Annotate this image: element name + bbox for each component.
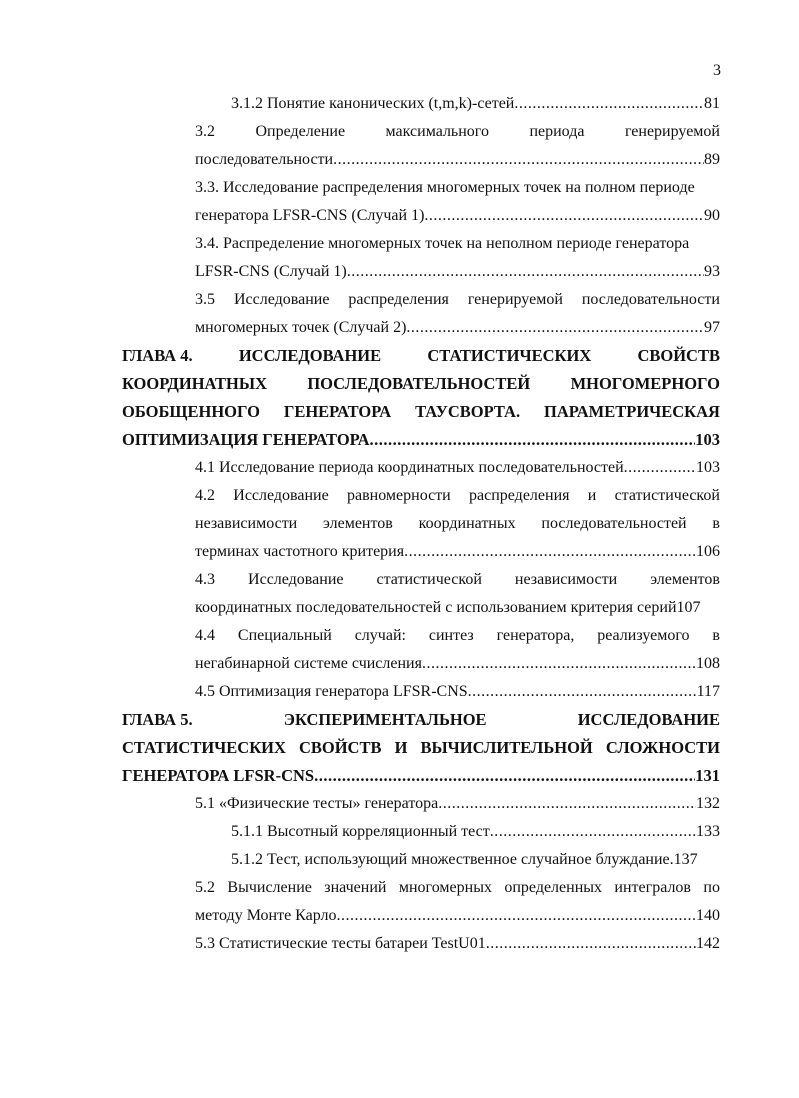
toc-entry-title: негабинарной системе счисления xyxy=(195,655,422,672)
toc-entry-page: 106 xyxy=(696,543,720,560)
toc-entry-page: 93 xyxy=(704,263,720,280)
toc-entry-5-1-1[interactable] xyxy=(231,820,720,844)
toc-entry-page: 108 xyxy=(696,655,720,672)
toc-entry-5-1[interactable] xyxy=(195,792,720,816)
dot-leader xyxy=(514,92,704,116)
word: распределения xyxy=(348,291,449,308)
word: в xyxy=(712,515,720,532)
word: в xyxy=(712,627,720,644)
word: 4.3 xyxy=(195,571,215,588)
word: ОБОБЩЕННОГО xyxy=(122,402,260,421)
toc-entry-3-4-line1[interactable]: 3.4. Распределение многомерных точек на неполном периоде генератора xyxy=(195,235,690,252)
word: 5.2 xyxy=(195,879,215,896)
chapter-4-heading-line2[interactable] xyxy=(122,372,720,396)
toc-entry-page: 90 xyxy=(704,207,720,224)
toc-entry-page: 142 xyxy=(696,935,720,952)
toc-entry-page: 133 xyxy=(696,823,720,840)
word: максимального xyxy=(385,123,489,140)
toc-entry-4-3-line2[interactable] xyxy=(195,596,720,620)
word: И xyxy=(394,738,408,757)
chapter-5-heading-line2[interactable] xyxy=(122,736,720,760)
dot-leader xyxy=(486,932,696,956)
chapter-4-heading-line3[interactable] xyxy=(122,400,720,424)
dot-leader xyxy=(333,148,704,172)
dot-leader xyxy=(424,204,704,228)
dot-leader xyxy=(404,540,696,564)
toc-entry-3-5-line1[interactable] xyxy=(195,288,720,312)
toc-entry-title: методу Монте Карло xyxy=(195,907,337,924)
word: независимости xyxy=(514,571,618,588)
toc-entry-page: 131 xyxy=(695,766,720,785)
toc-entry-title: координатных последовательностей с использованием критерия серий xyxy=(195,599,677,616)
toc-entry-page: 140 xyxy=(696,907,720,924)
word: генерируемой xyxy=(624,123,720,140)
word: и xyxy=(587,487,597,504)
toc-entry-5-3[interactable] xyxy=(195,932,720,956)
toc-entry-title: 5.1.1 Высотный корреляционный тест xyxy=(231,823,490,840)
word: СВОЙСТВ xyxy=(637,346,720,365)
word: Исследование xyxy=(248,571,344,588)
word: Специальный xyxy=(237,627,332,644)
page-number: 3 xyxy=(713,62,721,79)
word: 4.2 xyxy=(195,487,215,504)
toc-entry-title: LFSR-CNS (Случай 1) xyxy=(195,263,347,280)
word: КООРДИНАТНЫХ xyxy=(122,374,267,393)
toc-entry-title: терминах частотного критерия xyxy=(195,543,405,560)
word: значений xyxy=(324,879,387,896)
toc-entry-5-2-line2[interactable] xyxy=(195,904,720,928)
toc-entry-3-3-line1[interactable]: 3.3. Исследование распределения многомерных точек на полном периоде xyxy=(195,179,695,196)
toc-entry-5-1-2[interactable] xyxy=(231,848,720,872)
toc-entry-4-3-line1[interactable] xyxy=(195,568,720,592)
toc-entry-title: 4.5 Оптимизация генератора LFSR-CNS xyxy=(195,683,468,700)
word: независимости xyxy=(195,515,298,532)
toc-entry-4-5[interactable] xyxy=(195,680,720,704)
toc-entry-page: 103 xyxy=(696,459,720,476)
word: ПОСЛЕДОВАТЕЛЬНОСТЕЙ xyxy=(307,374,531,393)
word: распределения xyxy=(469,487,570,504)
toc-entry-title: ОПТИМИЗАЦИЯ ГЕНЕРАТОРА xyxy=(122,430,370,449)
word: статистической xyxy=(614,487,720,504)
word: случай: xyxy=(354,627,406,644)
word: ГЛАВА 5. xyxy=(122,710,193,729)
toc-entry-4-2-line1[interactable] xyxy=(195,484,720,508)
toc-entry-page: 103 xyxy=(695,430,720,449)
word: генератора, xyxy=(496,627,575,644)
toc-entry-title: ГЕНЕРАТОРА LFSR-CNS xyxy=(122,766,315,785)
word: МНОГОМЕРНОГО xyxy=(570,374,720,393)
word: последовательностей xyxy=(541,515,687,532)
toc-entry-3-5-line2[interactable] xyxy=(195,316,720,340)
dot-leader xyxy=(347,260,704,284)
dot-leader xyxy=(370,428,696,452)
toc-entry-3-2-line1[interactable] xyxy=(195,120,720,144)
toc-entry-4-2-line2[interactable] xyxy=(195,512,720,536)
word: ПАРАМЕТРИЧЕСКАЯ xyxy=(544,402,720,421)
dot-leader xyxy=(337,904,696,928)
word: Вычисление xyxy=(227,879,312,896)
toc-entry-3-4-line2[interactable] xyxy=(195,260,720,284)
word: элементов xyxy=(650,571,720,588)
dot-leader xyxy=(468,680,697,704)
toc-entry-page: 107 xyxy=(676,599,701,616)
chapter-4-heading-line4[interactable] xyxy=(122,428,720,452)
chapter-5-heading-line1[interactable] xyxy=(122,708,720,732)
word: ТАУСВОРТА. xyxy=(415,402,521,421)
toc-entry-5-2-line1[interactable] xyxy=(195,876,720,900)
word: Исследование xyxy=(233,487,329,504)
toc-entry-page: 89 xyxy=(704,151,720,168)
word: ГЛАВА 4. xyxy=(122,346,193,365)
word: определенных xyxy=(504,879,603,896)
word: СТАТИСТИЧЕСКИХ xyxy=(122,738,286,757)
toc-entry-page: 81 xyxy=(704,95,720,112)
word: СЛОЖНОСТИ xyxy=(605,738,720,757)
word: ГЕНЕРАТОРА xyxy=(283,402,392,421)
word: 3.2 xyxy=(195,123,215,140)
chapter-4-heading-line1[interactable] xyxy=(122,344,720,368)
word: ИССЛЕДОВАНИЕ xyxy=(577,710,720,729)
toc-entry-page: 97 xyxy=(704,319,720,336)
toc-entry-title: 3.1.2 Понятие канонических (t,m,k)-сетей xyxy=(231,95,515,112)
word: равномерности xyxy=(346,487,451,504)
word: 3.5 xyxy=(195,291,215,308)
toc-entry-4-2-line3[interactable] xyxy=(195,540,720,564)
word: СВОЙСТВ xyxy=(298,738,382,757)
toc-entry-4-1[interactable] xyxy=(195,456,720,480)
word: 4.4 xyxy=(195,627,215,644)
toc-entry-3-3-line2[interactable] xyxy=(195,204,720,228)
toc-entry-3-1-2[interactable] xyxy=(231,92,720,116)
chapter-5-heading-line3[interactable] xyxy=(122,764,720,788)
toc-entry-page: 137 xyxy=(673,851,698,868)
word: ИССЛЕДОВАНИЕ xyxy=(238,346,382,365)
word: многомерных xyxy=(398,879,492,896)
toc-entry-title: 5.1 «Физические тесты» генератора xyxy=(195,795,439,812)
word: реализуемого xyxy=(597,627,690,644)
word: элементов xyxy=(323,515,393,532)
toc-entry-page: 117 xyxy=(696,683,720,700)
toc-entry-3-2-line2[interactable] xyxy=(195,148,720,172)
word: Определение xyxy=(255,123,346,140)
toc-entry-title: 5.3 Статистические тесты батареи TestU01 xyxy=(195,935,486,952)
word: последовательности xyxy=(581,291,720,308)
dot-leader xyxy=(406,316,704,340)
word: ВЫЧИСЛИТЕЛЬНОЙ xyxy=(420,738,593,757)
toc-entry-title: последовательности xyxy=(195,151,334,168)
word: ЭКСПЕРИМЕНТАЛЬНОЕ xyxy=(283,710,487,729)
word: генерируемой xyxy=(467,291,563,308)
dot-leader xyxy=(624,456,696,480)
word: статистической xyxy=(376,571,482,588)
word: СТАТИСТИЧЕСКИХ xyxy=(427,346,592,365)
toc-entry-4-4-line1[interactable] xyxy=(195,624,720,648)
word: периода xyxy=(529,123,585,140)
dot-leader xyxy=(490,820,696,844)
dot-leader xyxy=(422,652,696,676)
word: интегралов xyxy=(614,879,691,896)
word: синтез xyxy=(428,627,474,644)
dot-leader xyxy=(314,764,695,788)
dot-leader xyxy=(438,792,696,816)
toc-entry-page: 132 xyxy=(696,795,720,812)
toc-entry-4-4-line2[interactable] xyxy=(195,652,720,676)
toc-entry-title: 4.1 Исследование периода координатных последовательностей xyxy=(195,459,624,476)
word: по xyxy=(703,879,720,896)
toc-entry-title: многомерных точек (Случай 2) xyxy=(195,319,407,336)
toc-entry-title: генератора LFSR-CNS (Случай 1) xyxy=(195,207,425,224)
word: Исследование xyxy=(233,291,330,308)
word: координатных xyxy=(418,515,516,532)
toc-entry-title: 5.1.2 Тест, использующий множественное случайное блуждание. xyxy=(231,851,674,868)
